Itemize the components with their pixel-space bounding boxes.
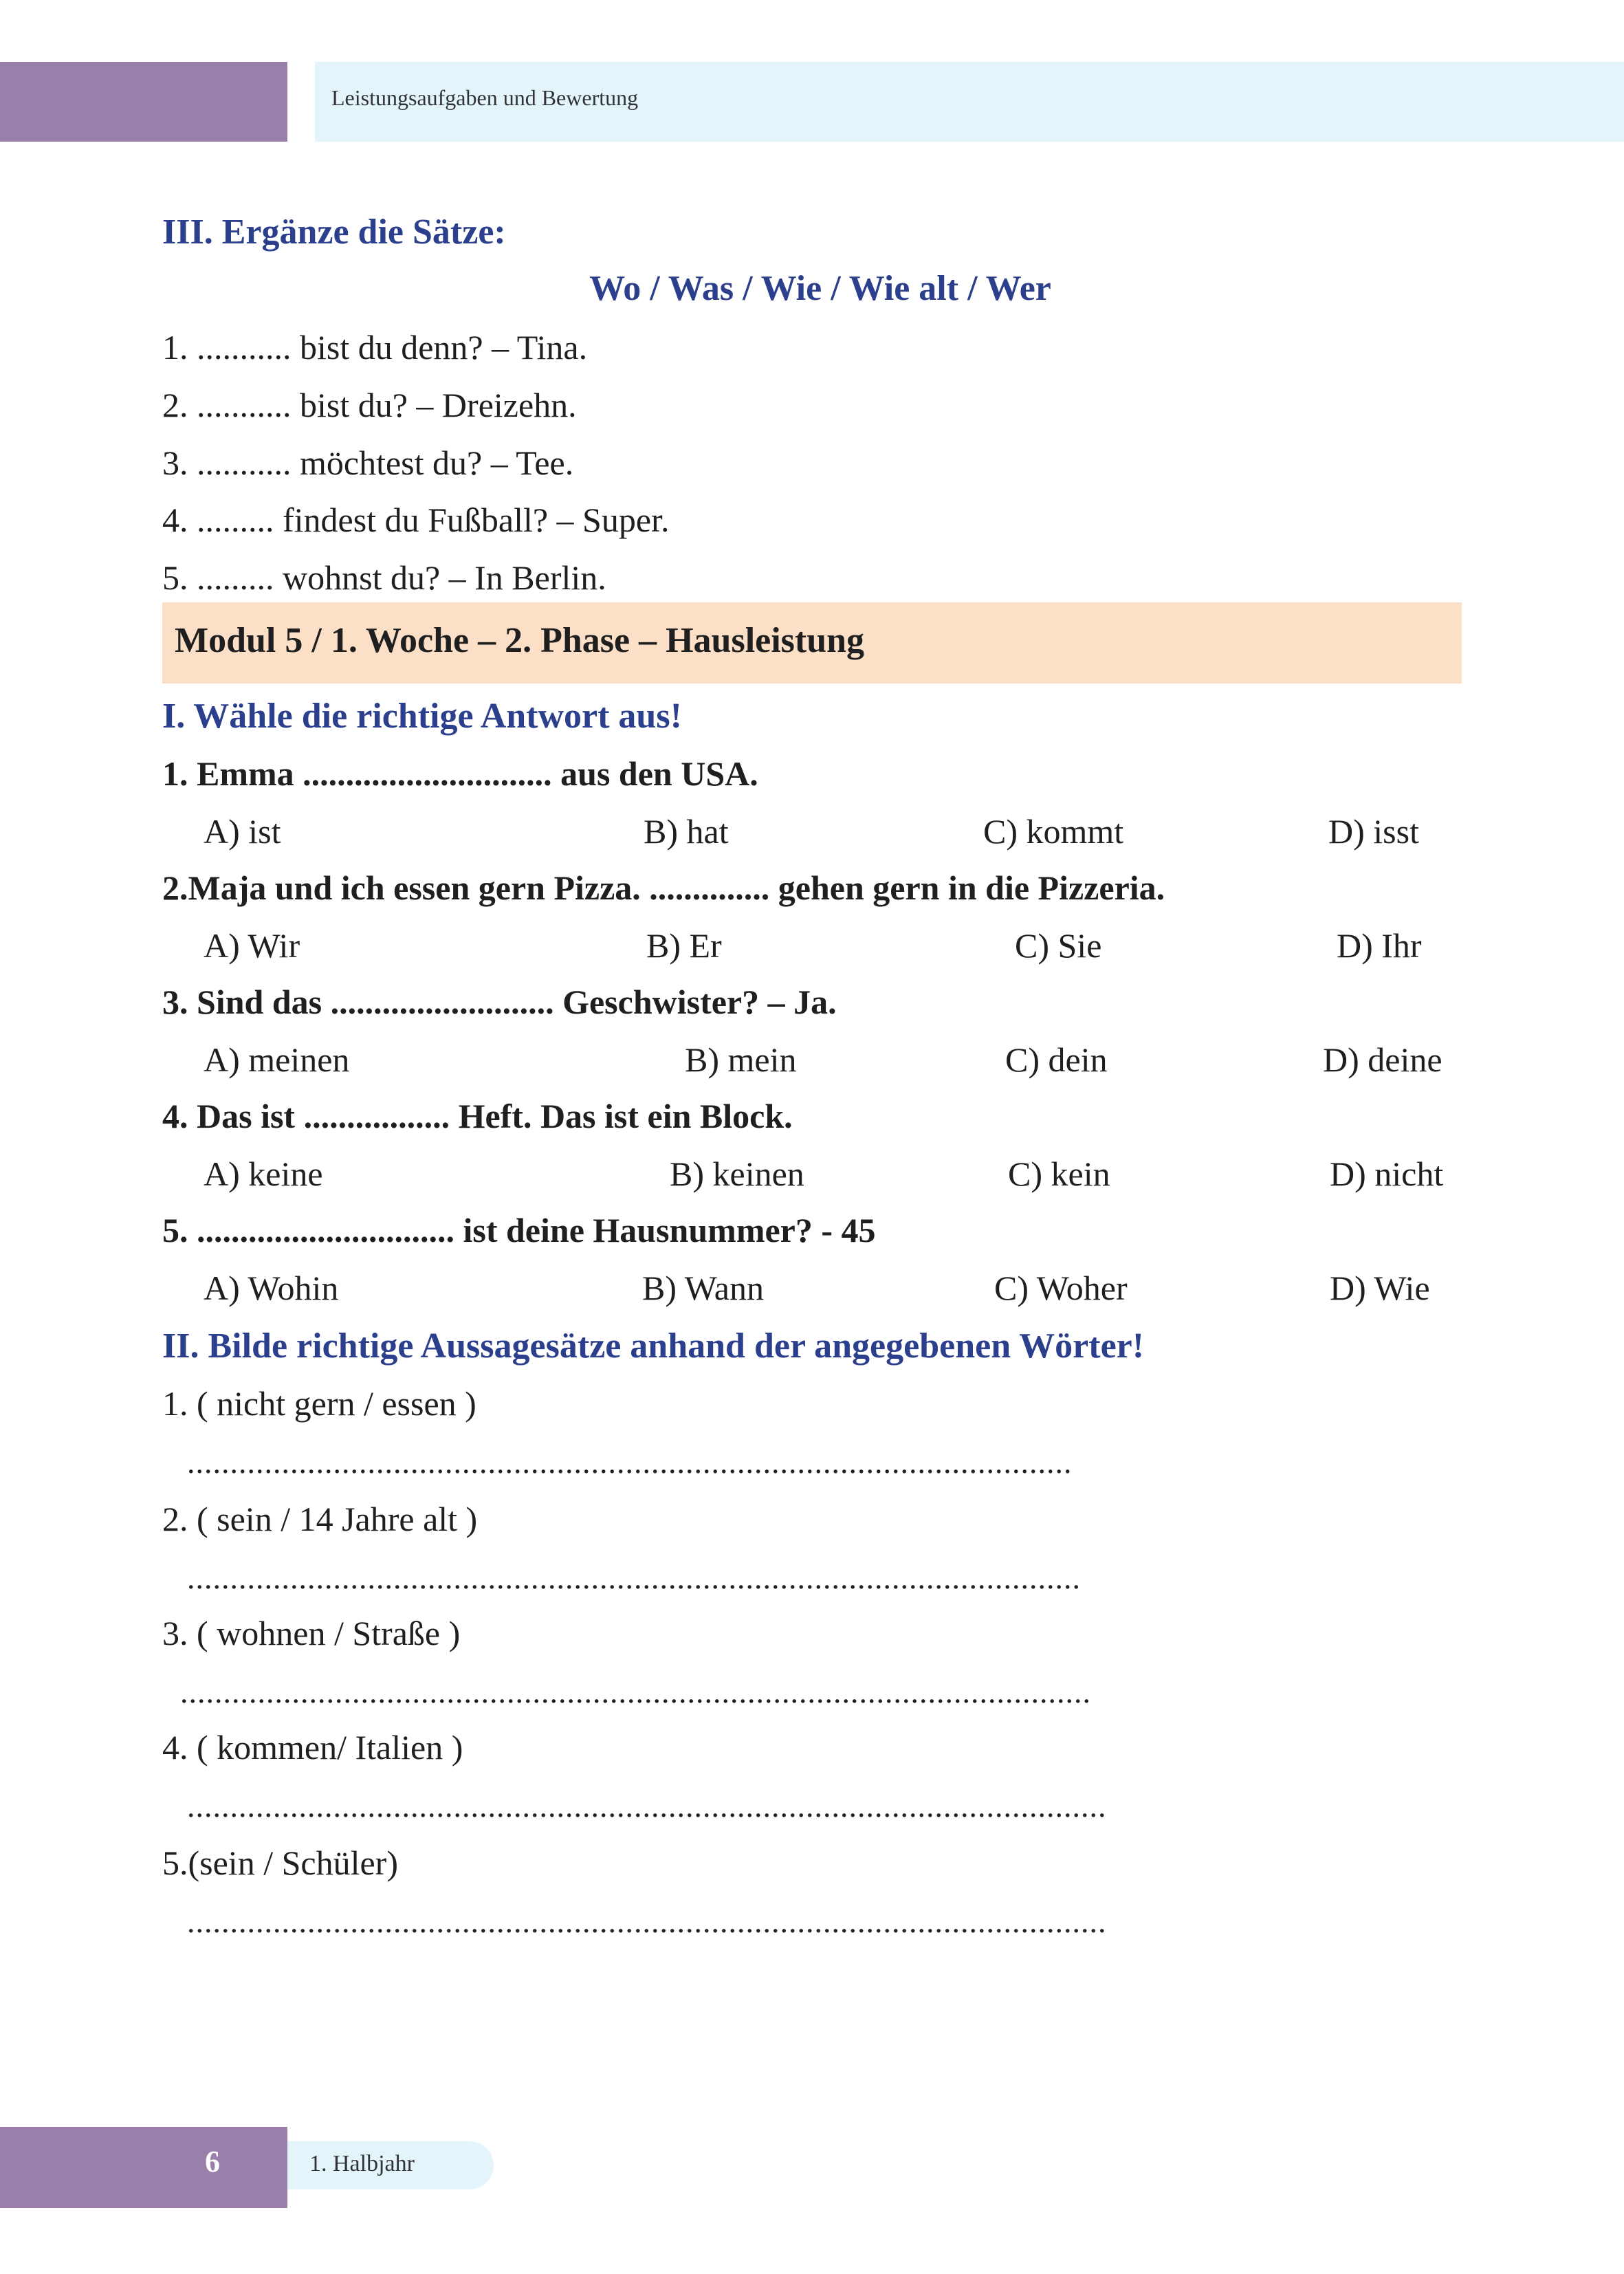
section3-item-4: 4. ......... findest du Fußball? – Super. (162, 501, 670, 539)
question-2-option-c: C) Sie (1015, 926, 1102, 965)
part1-heading: I. Wähle die richtige Antwort aus! (162, 697, 682, 736)
part2-heading: II. Bilde richtige Aussagesätze anhand der angegebenen Wörter! (162, 1326, 1145, 1366)
footer-label: 1. Halbjahr (309, 2151, 415, 2176)
question-2-option-b: B) Er (646, 926, 722, 965)
question-4-option-c: C) kein (1008, 1155, 1110, 1193)
page-number: 6 (205, 2145, 220, 2178)
question-5-option-b: B) Wann (642, 1269, 764, 1307)
section3-heading: III. Ergänze die Sätze: (162, 212, 506, 252)
question-5-option-d: D) Wie (1330, 1269, 1430, 1307)
question-5: 5. .............................. ist deine Hausnummer? - 45 (162, 1211, 876, 1249)
question-3: 3. Sind das .......................... Geschwister? – Ja. (162, 983, 837, 1021)
question-3-option-b: B) mein (685, 1040, 797, 1079)
question-4-option-d: D) nicht (1330, 1155, 1444, 1193)
part2-prompt-1: 1. ( nicht gern / essen ) (162, 1384, 476, 1423)
question-1-option-d: D) isst (1328, 812, 1419, 851)
question-1-option-a: A) ist (204, 812, 281, 851)
question-5-option-a: A) Wohin (204, 1269, 339, 1307)
part2-prompt-3: 3. ( wohnen / Straße ) (162, 1614, 461, 1652)
question-2-option-a: A) Wir (204, 926, 300, 965)
part2-prompt-5: 5.(sein / Schüler) (162, 1844, 398, 1882)
question-4-option-b: B) keinen (670, 1155, 804, 1193)
part2-answer-line-3: .......................................................................................................... (180, 1674, 1091, 1709)
section3-wordbank: Wo / Was / Wie / Wie alt / Wer (589, 269, 1051, 308)
question-2-option-d: D) Ihr (1337, 926, 1422, 965)
part2-answer-line-4: ........................................................................................................... (187, 1789, 1107, 1824)
part2-answer-line-2: ........................................................................................................ (187, 1560, 1081, 1595)
question-3-option-a: A) meinen (204, 1040, 350, 1079)
question-1: 1. Emma ............................. aus den USA. (162, 754, 758, 793)
modul-title: Modul 5 / 1. Woche – 2. Phase – Hausleistung (175, 621, 865, 660)
question-1-option-c: C) kommt (983, 812, 1124, 851)
part2-answer-line-1: ....................................................................................................... (187, 1445, 1073, 1480)
section3-item-1: 1. ........... bist du denn? – Tina. (162, 328, 588, 367)
header-title: Leistungsaufgaben und Bewertung (331, 85, 639, 110)
section3-item-3: 3. ........... möchtest du? – Tee. (162, 444, 574, 482)
part2-prompt-2: 2. ( sein / 14 Jahre alt ) (162, 1500, 478, 1538)
question-4: 4. Das ist ................. Heft. Das ist ein Block. (162, 1097, 793, 1135)
part2-answer-line-5: ........................................................................................................... (187, 1904, 1107, 1939)
question-3-option-c: C) dein (1005, 1040, 1108, 1079)
footer-accent-bar (0, 2127, 287, 2208)
section3-item-5: 5. ......... wohnst du? – In Berlin. (162, 558, 606, 597)
question-2: 2.Maja und ich essen gern Pizza. .............. gehen gern in die Pizzeria. (162, 868, 1165, 907)
question-1-option-b: B) hat (644, 812, 729, 851)
header-accent-bar (0, 62, 287, 142)
question-4-option-a: A) keine (204, 1155, 323, 1193)
question-3-option-d: D) deine (1323, 1040, 1442, 1079)
section3-item-2: 2. ........... bist du? – Dreizehn. (162, 386, 577, 424)
question-5-option-c: C) Woher (994, 1269, 1128, 1307)
part2-prompt-4: 4. ( kommen/ Italien ) (162, 1728, 463, 1767)
